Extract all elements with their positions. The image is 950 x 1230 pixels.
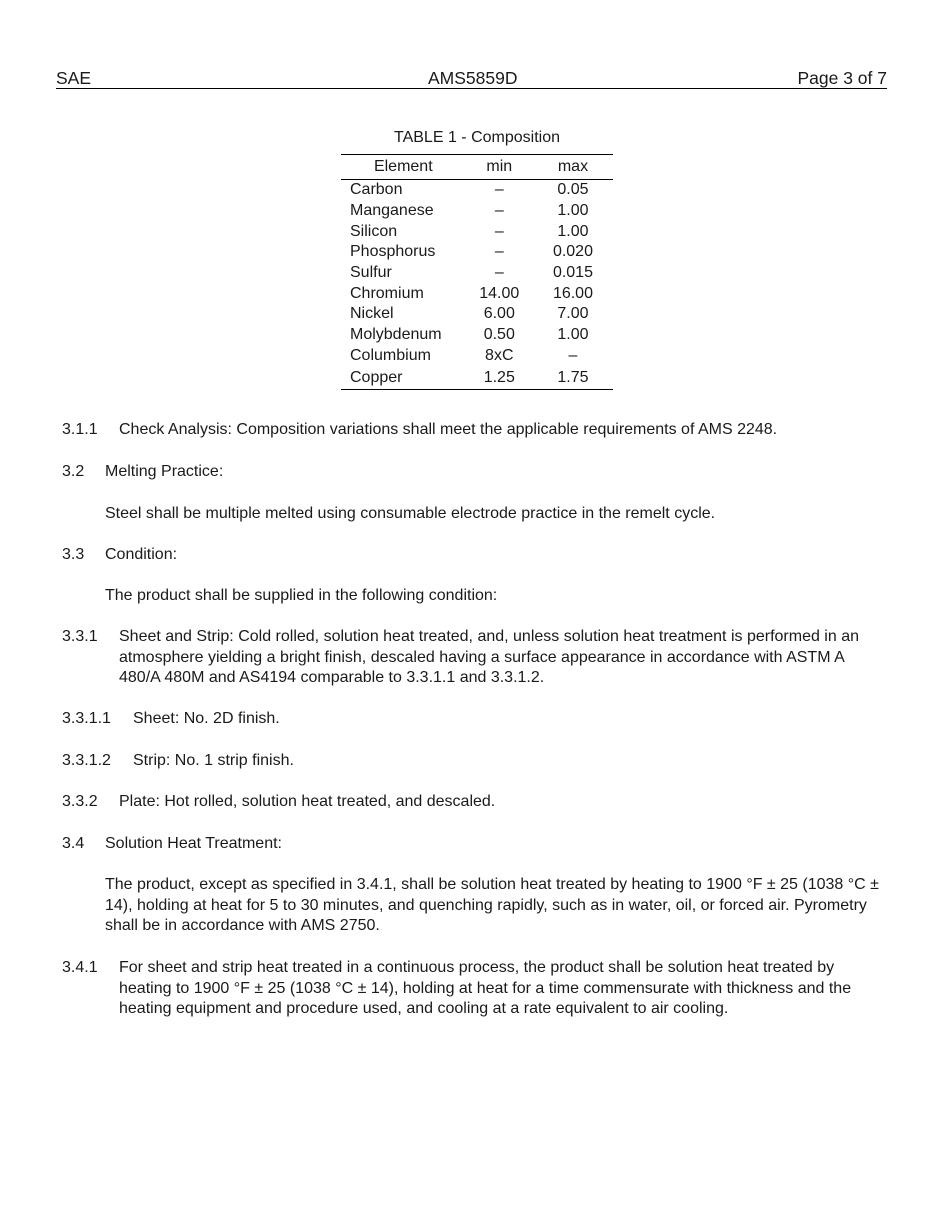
header-org: SAE — [56, 68, 92, 88]
cell-element: Manganese — [350, 202, 434, 220]
section-text-3-3-2: Plate: Hot rolled, solution heat treated, and descaled. — [119, 793, 496, 810]
section-number-3-4: 3.4 — [62, 835, 85, 852]
cell-max: 0.020 — [552, 243, 593, 261]
cell-element: Nickel — [350, 305, 394, 323]
cell-max: 16.00 — [552, 284, 593, 302]
table-row — [341, 242, 613, 263]
section-text-3-1-1: Check Analysis: Composition variations shall meet the applicable requirements of AMS 2248. — [119, 421, 778, 438]
cell-max: 0.015 — [552, 264, 593, 282]
cell-max: 0.05 — [557, 181, 589, 199]
section-number-3-3: 3.3 — [62, 546, 85, 563]
section-text-3-3-1: Sheet and Strip: Cold rolled, solution heat treated, and, unless solution heat treatment is performed in an atmosphere yielding a bright finish, descaled having a surface appearance in accordance with ASTM A 480/A 480M and AS4194 comparable to 3.3.1.1 and 3.3.1.2. — [119, 628, 859, 686]
cell-max: 1.00 — [557, 222, 589, 240]
cell-min: 8xC — [485, 346, 514, 364]
section-number-3-3-2: 3.3.2 — [62, 793, 98, 810]
section-heading-3-2: Melting Practice: — [105, 463, 224, 480]
cell-element: Columbium — [350, 346, 431, 364]
cell-min: 1.25 — [466, 366, 533, 390]
table-row — [341, 346, 613, 367]
section-heading-3-4: Solution Heat Treatment: — [105, 835, 282, 852]
cell-min: 6.00 — [483, 305, 515, 323]
table-caption: TABLE 1 - Composition — [394, 129, 560, 146]
section-number-3-3-1-2: 3.3.1.2 — [62, 752, 111, 769]
table-row — [341, 180, 613, 201]
header-doc-number: AMS5859D — [428, 68, 518, 88]
header-page-number: Page 3 of 7 — [797, 68, 887, 88]
section-body-3-2: Steel shall be multiple melted using consumable electrode practice in the remelt cycle. — [105, 505, 716, 522]
section-text-3-3-1-1: Sheet: No. 2D finish. — [133, 710, 280, 727]
section-body-3-4: The product, except as specified in 3.4.1, shall be solution heat treated by heating to 1900 °F ± 25 (1038 °C ± 14), holding at heat for 5 to 30 minutes, and quenching rapidly, such as in water, oil, or forced air. Pyrometry shall be in accordance with AMS 2750. — [105, 876, 879, 934]
table-row — [341, 221, 613, 242]
section-text-3-3-1-2: Strip: No. 1 strip finish. — [133, 752, 294, 769]
cell-min: – — [494, 181, 504, 199]
cell-min: – — [494, 243, 504, 261]
section-number-3-2: 3.2 — [62, 463, 85, 480]
column-header-element: Element — [341, 155, 466, 180]
section-text-3-4-1: For sheet and strip heat treated in a continuous process, the product shall be solution heat treated by heating to 1900 °F ± 25 (1038 °C ± 14), holding at heat for a time commensurate with thickness and the heating equipment and procedure used, and cooling at a rate equivalent to air cooling. — [119, 959, 852, 1017]
cell-element: Sulfur — [350, 264, 392, 282]
page-header — [56, 68, 887, 89]
composition-table — [341, 154, 613, 390]
section-number-3-3-1: 3.3.1 — [62, 628, 98, 645]
cell-element: Silicon — [350, 222, 398, 240]
section-number-3-3-1-1: 3.3.1.1 — [62, 710, 111, 727]
table-row — [341, 283, 613, 304]
cell-element: Copper — [341, 366, 466, 390]
table-header-row — [341, 155, 613, 180]
cell-max: 1.00 — [557, 202, 589, 220]
table-row — [341, 201, 613, 222]
cell-element: Molybdenum — [350, 326, 442, 344]
section-body-3-3: The product shall be supplied in the following condition: — [105, 587, 498, 604]
cell-max: – — [568, 346, 578, 364]
cell-element: Carbon — [350, 181, 403, 199]
cell-max: 1.00 — [557, 326, 589, 344]
cell-min: – — [494, 222, 504, 240]
column-header-min: min — [466, 155, 533, 180]
cell-max: 1.75 — [533, 366, 613, 390]
table-row — [341, 263, 613, 284]
cell-min: 14.00 — [479, 284, 520, 302]
cell-element: Chromium — [350, 284, 424, 302]
section-number-3-4-1: 3.4.1 — [62, 959, 98, 976]
column-header-max: max — [533, 155, 613, 180]
cell-element: Phosphorus — [350, 243, 436, 261]
cell-min: – — [494, 264, 504, 282]
cell-min: 0.50 — [483, 326, 515, 344]
table-row — [341, 325, 613, 346]
section-heading-3-3: Condition: — [105, 546, 178, 563]
table-row — [341, 366, 613, 390]
section-number-3-1-1: 3.1.1 — [62, 421, 98, 438]
cell-min: – — [494, 202, 504, 220]
table-row — [341, 304, 613, 325]
cell-max: 7.00 — [557, 305, 589, 323]
